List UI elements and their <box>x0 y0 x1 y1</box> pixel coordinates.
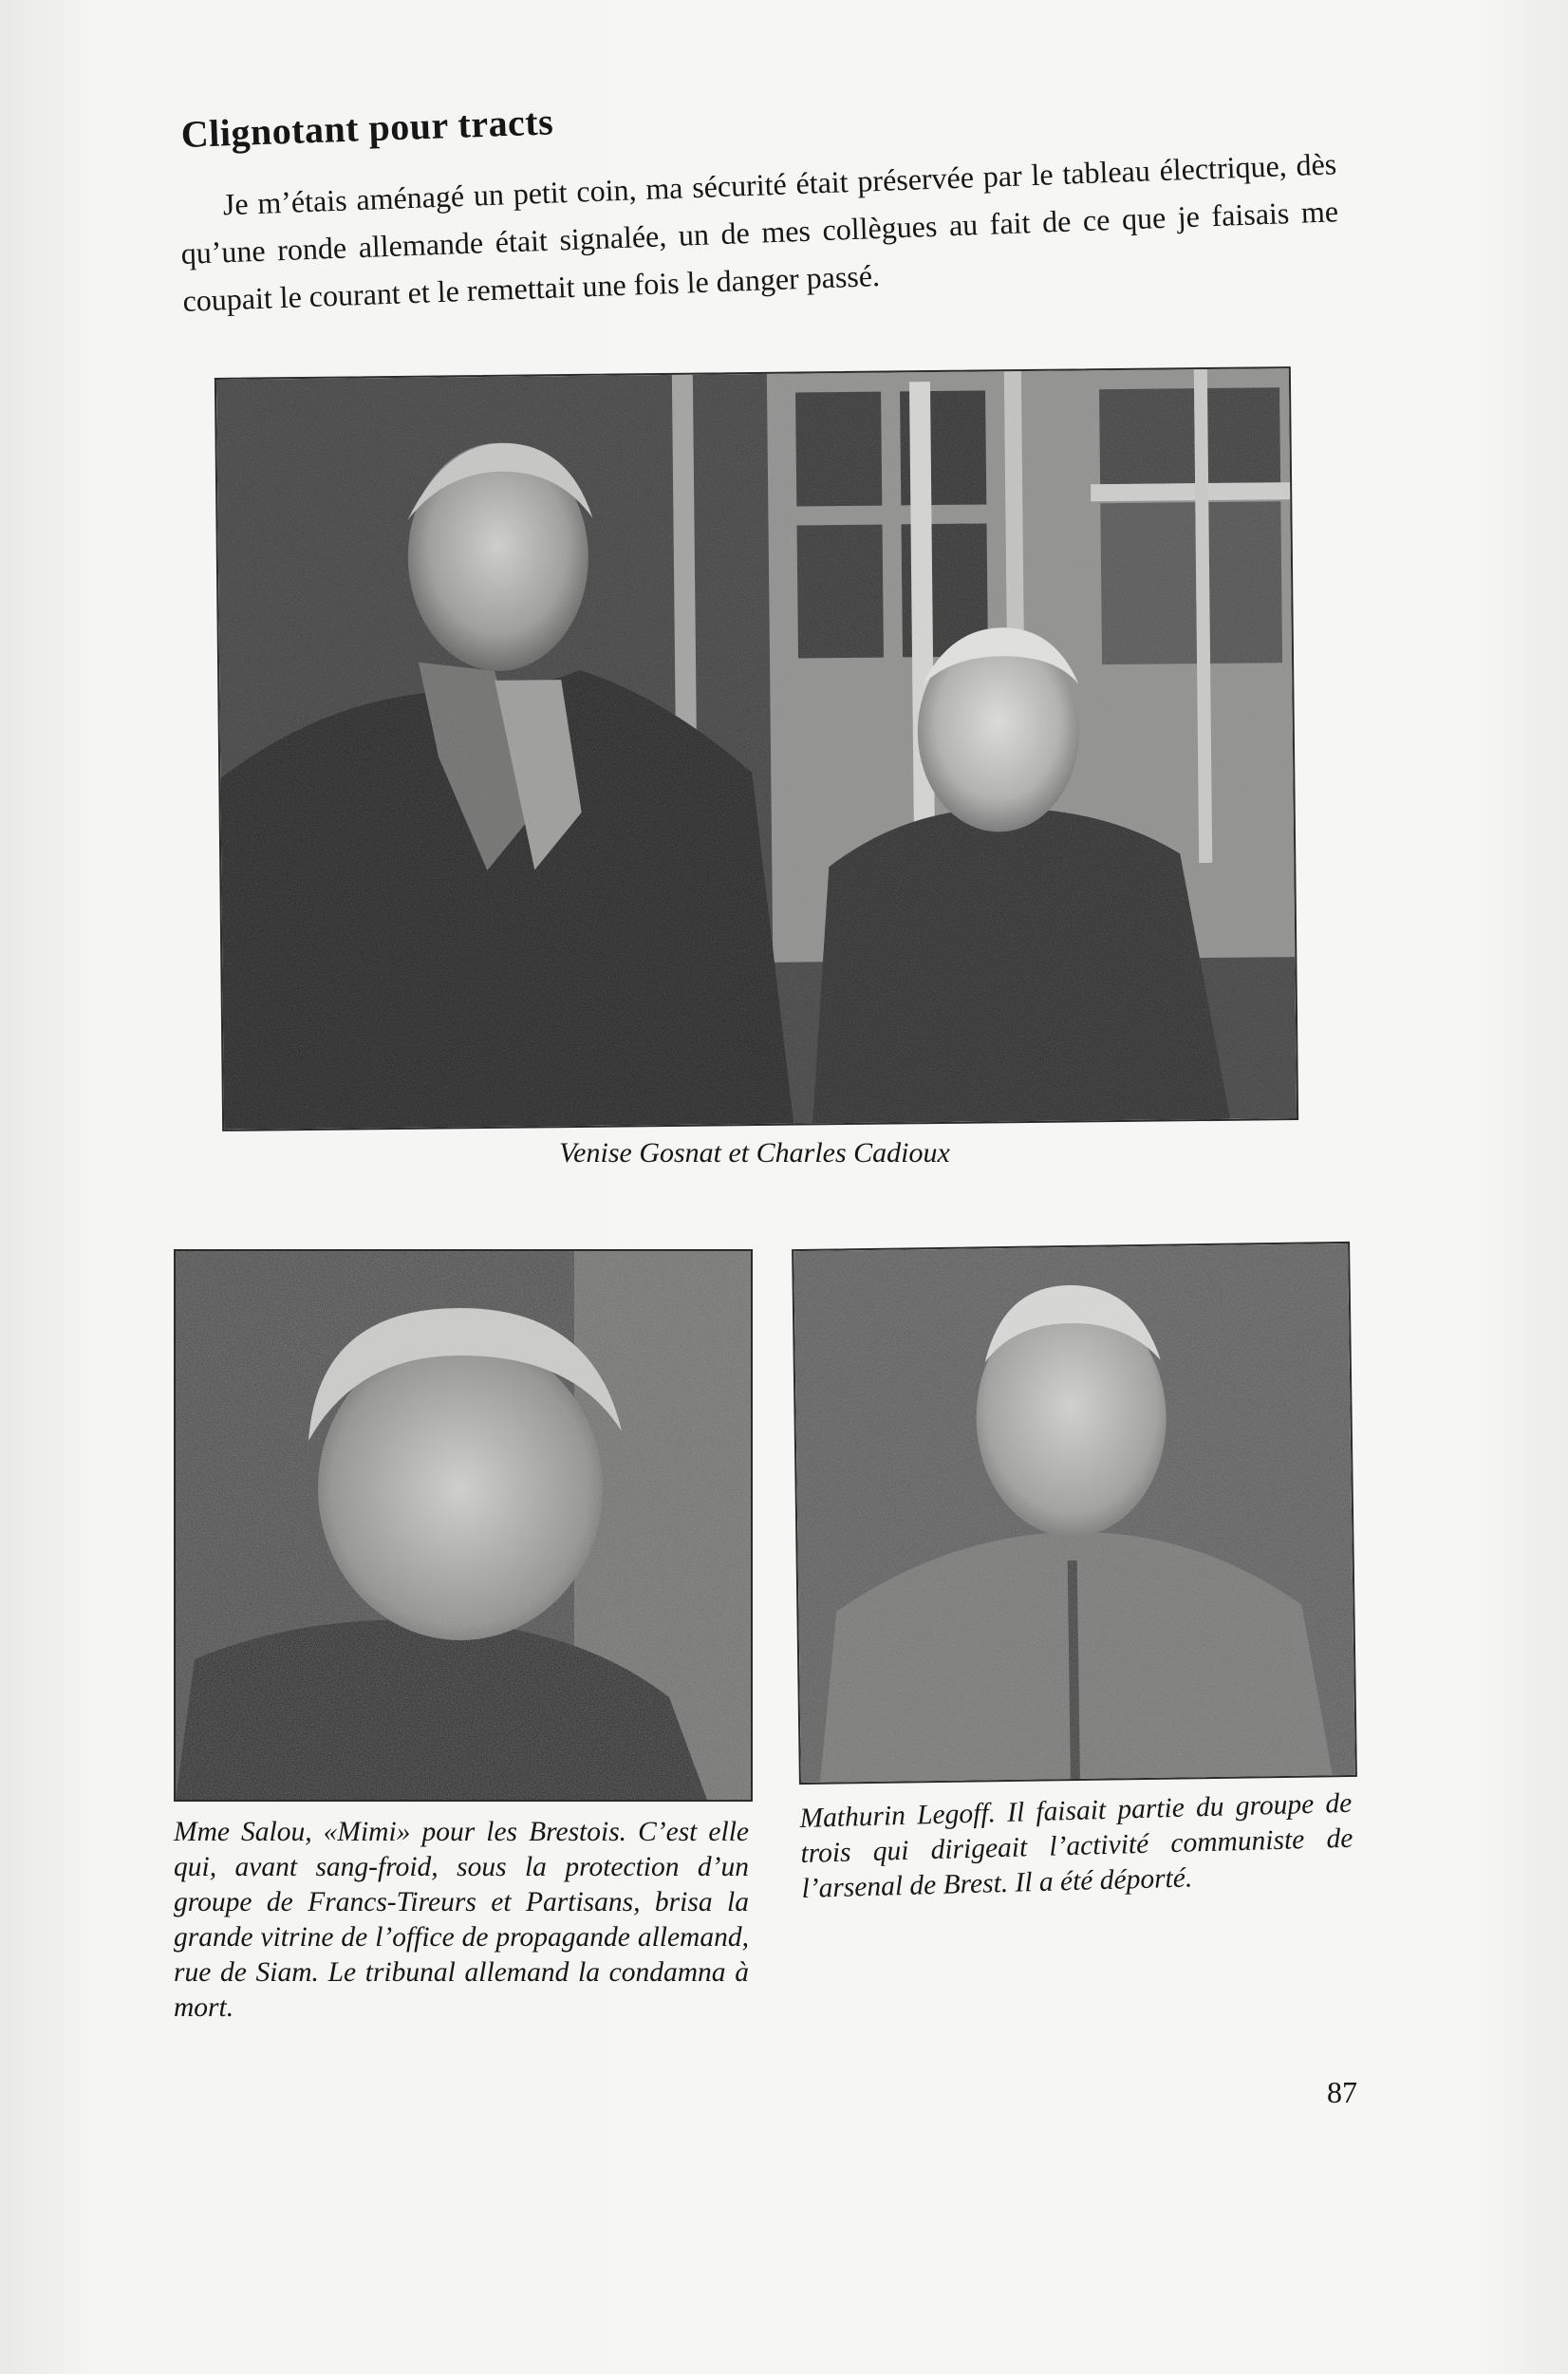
photo-two-men <box>215 366 1298 1131</box>
main-photo-caption: Venise Gosnat et Charles Cadioux <box>559 1137 950 1168</box>
intro-paragraph: Je m’étais aménagé un petit coin, ma sécurité était préservée par le tableau électrique, dès qu’une ronde allemande était signalée, un de mes collègues au fait de ce que je faisais me coupait le courant et le remettait une fois le danger passé. <box>180 146 1339 318</box>
page-number: 87 <box>1327 2075 1357 2109</box>
section-heading: Clignotant pour tracts <box>180 100 554 156</box>
left-photo-caption: Mme Salou, «Mimi» pour les Brestois. C’est elle qui, avant sang-froid, sous la protection d’un groupe de Francs-Tireurs et Partisans, brisa la grande vitrine de l’office de propagande allemand, rue de Siam. Le tribunal allemand la condamna à mort. <box>174 1817 749 2023</box>
photo-mme-salou <box>174 1249 753 1802</box>
photo-mathurin-legoff <box>792 1242 1357 1785</box>
right-photo-caption: Mathurin Legoff. Il faisait partie du groupe de trois qui dirigeait l’activité communiste de l’arsenal de Brest. Il a été déporté. <box>799 1787 1353 1904</box>
